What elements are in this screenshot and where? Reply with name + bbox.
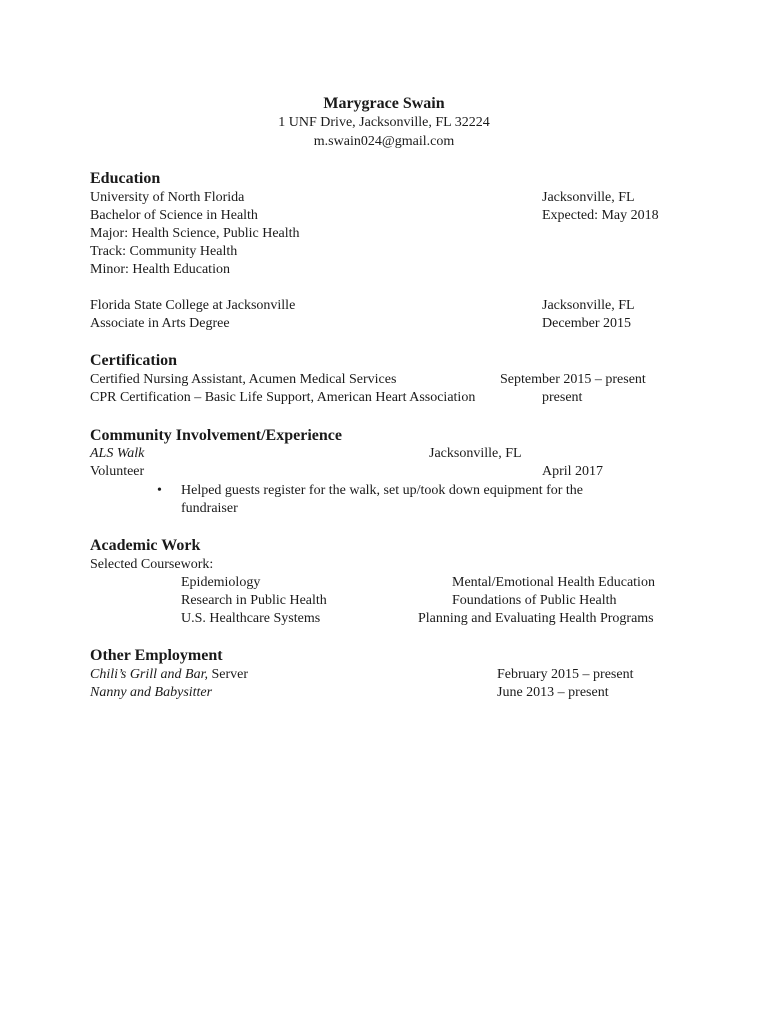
address-line: 1 UNF Drive, Jacksonville, FL 32224 [278, 115, 490, 130]
course-right: Foundations of Public Health [452, 593, 617, 608]
course-left: Epidemiology [181, 575, 261, 590]
resume-name: Marygrace Swain [323, 95, 445, 112]
course-left: U.S. Healthcare Systems [181, 611, 321, 626]
fscj-date: December 2015 [542, 316, 632, 331]
cert-cna-date: September 2015 – present [500, 372, 646, 387]
education-heading: Education [90, 170, 161, 187]
unf-track: Track: Community Health [90, 244, 238, 259]
chilis-date: February 2015 – present [497, 667, 634, 682]
unf-minor: Minor: Health Education [90, 262, 230, 277]
unf-major: Major: Health Science, Public Health [90, 226, 300, 241]
nanny-title: Nanny and Babysitter [90, 685, 213, 700]
fscj-school: Florida State College at Jacksonville [90, 298, 296, 313]
cert-cna-title: Certified Nursing Assistant, Acumen Medical Services [90, 372, 397, 387]
email-line: m.swain024@gmail.com [313, 134, 455, 149]
certification-heading: Certification [90, 352, 178, 369]
bullet-text-line1: Helped guests register for the walk, set up/took down equipment for the [181, 483, 584, 498]
bullet-marker: • [157, 483, 162, 498]
cert-cpr-title: CPR Certification – Basic Life Support, American Heart Association [90, 390, 476, 405]
community-org: ALS Walk [90, 446, 145, 461]
chilis-entry [90, 666, 248, 684]
course-left: Research in Public Health [181, 593, 327, 608]
coursework-intro: Selected Coursework: [90, 557, 214, 572]
chilis-employer: Chili’s Grill and Bar, [90, 667, 208, 682]
community-date: April 2017 [542, 464, 604, 479]
nanny-date: June 2013 – present [497, 685, 609, 700]
course-right: Mental/Emotional Health Education [452, 575, 655, 590]
unf-date: Expected: May 2018 [542, 208, 659, 223]
unf-school: University of North Florida [90, 190, 245, 205]
cert-cpr-date: present [542, 390, 583, 405]
chilis-role: Server [208, 667, 249, 682]
fscj-location: Jacksonville, FL [542, 298, 635, 313]
community-heading: Community Involvement/Experience [90, 427, 342, 444]
unf-location: Jacksonville, FL [542, 190, 635, 205]
academic-heading: Academic Work [90, 537, 201, 554]
unf-degree: Bachelor of Science in Health [90, 208, 258, 223]
bullet-text-line2: fundraiser [181, 501, 238, 516]
community-location: Jacksonville, FL [429, 446, 522, 461]
fscj-degree: Associate in Arts Degree [90, 316, 230, 331]
course-right: Planning and Evaluating Health Programs [418, 611, 654, 626]
community-role: Volunteer [90, 464, 145, 479]
employment-heading: Other Employment [90, 647, 223, 664]
